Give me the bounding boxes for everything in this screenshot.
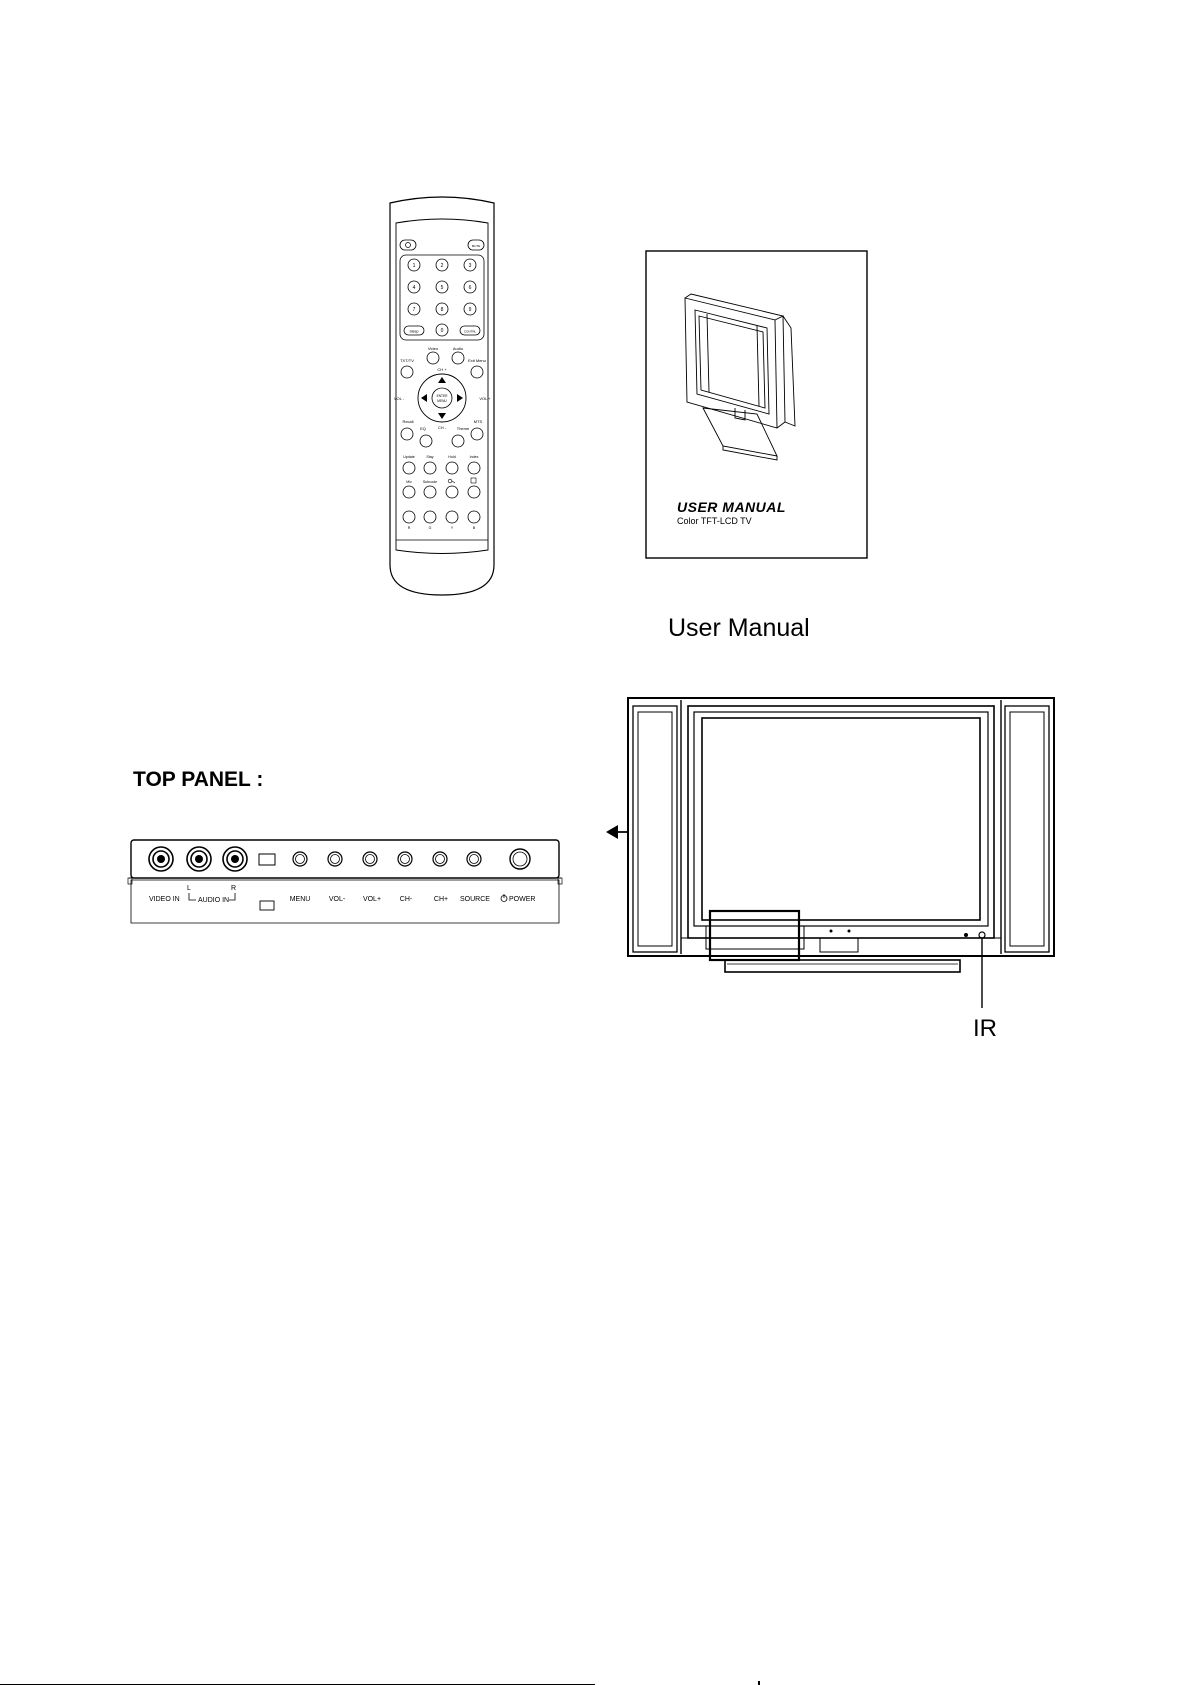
stay-label: Stay (426, 455, 434, 459)
power-icon (501, 894, 507, 902)
contrl-button[interactable] (460, 326, 480, 335)
arrow-left-icon[interactable] (421, 394, 427, 402)
exit-menu-label: Exit Menu (468, 358, 486, 363)
digit-label: 5 (440, 285, 444, 291)
exit-menu-button[interactable] (471, 366, 483, 378)
ch-plus-label: CH + (437, 367, 447, 372)
audio-in-left-jack[interactable] (187, 847, 211, 871)
color-key-red[interactable] (403, 511, 415, 530)
mute-button[interactable] (468, 240, 484, 250)
color-key-label: R (407, 526, 411, 530)
txt-tv-label: TXT/TV (400, 358, 414, 363)
subcode-label: Subcode (422, 480, 438, 484)
recall-button[interactable] (401, 428, 413, 440)
digit-label: 4 (412, 285, 416, 291)
digit-button-2[interactable] (436, 259, 448, 271)
digit-button-7[interactable] (408, 303, 420, 315)
video-button[interactable] (427, 352, 439, 364)
index-button[interactable] (468, 462, 480, 474)
update-label: Update (403, 455, 415, 459)
color-key-blue[interactable] (468, 511, 480, 530)
audio-right-label: R (231, 885, 237, 892)
audio-label: Audio (452, 346, 464, 351)
digit-button-8[interactable] (436, 303, 448, 315)
mts-label: MTS (473, 419, 483, 424)
ch-minus-label: CH- (399, 896, 413, 903)
manual-caption: User Manual (668, 614, 810, 642)
color-key-label: Y (450, 526, 454, 530)
menu-label: MENU (289, 896, 311, 903)
eq-button[interactable] (420, 435, 432, 447)
update-button[interactable] (403, 462, 415, 474)
mts-button[interactable] (471, 428, 483, 440)
arrow-right-icon[interactable] (457, 394, 463, 402)
digit-button-1[interactable] (408, 259, 420, 271)
menu-label: MENU (437, 399, 447, 403)
tv-stand-base (725, 960, 960, 972)
mix-label: Mix (406, 480, 412, 484)
digit-label: 1 (412, 263, 416, 269)
mix-button[interactable] (403, 486, 415, 498)
manual-cover-heading: USER MANUAL (677, 499, 786, 515)
ch-plus-label: CH+ (433, 896, 449, 903)
ir-label: IR (973, 1015, 997, 1040)
theme-label: Theme (456, 426, 470, 431)
digit-button-0[interactable] (436, 324, 448, 336)
video-in-label: VIDEO IN (149, 896, 180, 903)
digit-button-5[interactable] (436, 281, 448, 293)
vol-minus-label: VOL - (393, 396, 405, 401)
front-led-left (830, 930, 833, 933)
video-label: Video (427, 346, 439, 351)
power-label: POWER (509, 896, 536, 903)
top-panel-title: TOP PANEL : (133, 768, 264, 791)
ch-minus-label: CH - (437, 425, 447, 430)
contrl-label: CONTRL (463, 329, 477, 334)
audio-in-label: AUDIO IN (198, 897, 230, 904)
source-label: SOURCE (460, 896, 490, 903)
manual-cover-illustration (645, 250, 868, 560)
stay-button[interactable] (424, 462, 436, 474)
subcode-button[interactable] (424, 486, 436, 498)
vol-plus-label: VOL + (479, 396, 491, 401)
front-power-indicator (964, 933, 968, 937)
digit-label: 9 (468, 307, 472, 313)
index-label: Index (469, 455, 479, 459)
arrow-up-icon[interactable] (438, 377, 446, 383)
audio-left-label: L (187, 885, 191, 892)
tv-front-diagram (600, 690, 1070, 1040)
enter-menu-button[interactable] (432, 388, 452, 408)
vol-minus-label: VOL- (328, 896, 346, 903)
digit-button-4[interactable] (408, 281, 420, 293)
eq-label: EQ (420, 426, 426, 431)
enter-label: ENTER (436, 394, 448, 398)
front-led-right (848, 930, 851, 933)
manual-cover-subheading: Color TFT-LCD TV (677, 516, 752, 526)
sleep-button[interactable] (404, 326, 424, 335)
top-panel-diagram (125, 838, 575, 928)
remote-control-illustration (380, 195, 504, 600)
digit-label: 7 (412, 307, 416, 313)
reveal-icon (448, 479, 455, 483)
sleep-label: Sleep (409, 329, 419, 334)
digit-button-3[interactable] (464, 259, 476, 271)
color-key-label: G (428, 526, 432, 530)
arrow-down-icon[interactable] (438, 413, 446, 419)
audio-in-right-jack[interactable] (223, 847, 247, 871)
size-button[interactable] (468, 486, 480, 498)
arrow-left-icon (606, 825, 618, 839)
panel-label-window (260, 901, 274, 910)
digit-label: 0 (440, 328, 444, 334)
color-key-label: B (472, 526, 476, 530)
navigation-pad[interactable] (418, 374, 466, 422)
size-icon (471, 478, 476, 483)
digit-label: 6 (468, 285, 472, 291)
txt-tv-button[interactable] (401, 366, 413, 378)
recall-label: Recall (402, 419, 414, 424)
digit-button-9[interactable] (464, 303, 476, 315)
vol-plus-label: VOL+ (362, 896, 382, 903)
theme-button[interactable] (452, 435, 464, 447)
reveal-button[interactable] (446, 486, 458, 498)
digit-label: 2 (440, 263, 444, 269)
mute-label: MUTE (471, 244, 481, 248)
power-button[interactable] (400, 240, 416, 250)
video-in-jack[interactable] (149, 847, 173, 871)
power-icon (406, 243, 411, 248)
digit-button-6[interactable] (464, 281, 476, 293)
hold-button[interactable] (446, 462, 458, 474)
footer-tick (758, 1681, 760, 1685)
color-key-green[interactable] (424, 511, 436, 530)
digit-label: 8 (440, 307, 444, 313)
digit-label: 3 (468, 263, 472, 269)
color-key-yellow[interactable] (446, 511, 458, 530)
tv-screen (702, 718, 980, 920)
audio-button[interactable] (452, 352, 464, 364)
hold-label: Hold (448, 455, 456, 459)
